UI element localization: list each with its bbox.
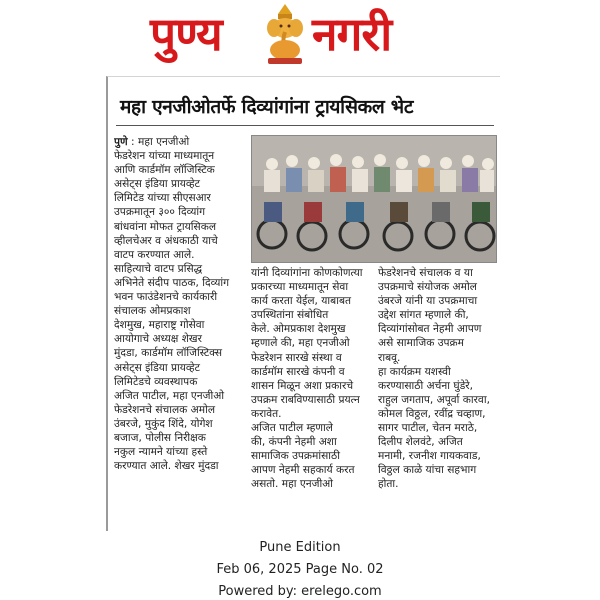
- masthead-title-left: पुण्य: [150, 7, 222, 61]
- article-column-2: यांनी दिव्यांगांना कोणकोणत्या प्रकारच्या माध्यमातून सेवा कार्य करता येईल, याबाबत उपस्थितांना संबोधित केले. ओमप्रकाश देशमुख म्हणाले की, महा एनजीओ फेडरेशन सारखे संस्था व कार्डमॉम सारखे कंपनी व शासन मिळून अशा प्रकारचे उपक्रम राबविण्यासाठी प्रयत्न करावेत. अजित पाटील म्हणाले की, कंपनी नेहमी अशा सामाजिक उपक्रमांसाठी आपण नेहमी सहकार्य करत असतो. महा एनजीओ: [251, 267, 363, 491]
- article-column-1: [114, 135, 242, 531]
- news-clipping: [106, 76, 500, 531]
- masthead-title-right: नगरी: [312, 7, 392, 61]
- article-headline: महा एनजीओतर्फे दिव्यांगांना ट्रायसिकल भेट: [120, 96, 414, 118]
- article-photo: [251, 135, 497, 263]
- masthead: [0, 0, 600, 72]
- footer-powered-by: Powered by: erelego.com: [218, 584, 382, 599]
- footer-edition: Pune Edition: [259, 540, 341, 555]
- event-photo-illustration: [252, 136, 496, 262]
- article-dateline: पुणे: [114, 136, 128, 148]
- ganesha-logo-icon: [262, 2, 308, 66]
- article-column-1-text: : महा एनजीओ फेडरेशन यांच्या माध्यमातून आणि कार्डमॉम लॉजिस्टिक असेट्स इंडिया प्रायव्हेट लिमिटेड यांच्या सीएसआर उपक्रमातून ३०० दिव्यांग बांधवांना मोफत ट्रायसिकल व्हीलचेअर व अंधकाठी याचे वाटप करण्यात आले. साहित्याचे वाटप प्रसिद्ध अभिनेते संदीप पाठक, दिव्यांग भवन फाउंडेशनचे कार्यकारी संचालक ओमप्रकाश देशमुख, महाराष्ट्र गोसेवा आयोगाचे अध्यक्ष शेखर मुंदडा, कार्डमॉम लॉजिस्टिक्स असेट्स इंडिया प्रायव्हेट लिमिटेडचे व्यवस्थापक अजित पाटील, महा एनजीओ फेडरेशनचे संचालक अमोल उंबरजे, मुकुंद शिंदे, योगेश बजाज, पोलीस निरीक्षक नकुल न्यामने यांच्या हस्ते करण्यात आले. शेखर मुंदडा: [114, 136, 230, 473]
- article-column-3: फेडरेशनचे संचालक व या उपक्रमाचे संयोजक अमोल उंबरजे यांनी या उपक्रमाचा उद्देश सांगत म्हणाले की, दिव्यांगांसोबत नेहमी आपण असे सामाजिक उपक्रम राबवू. हा कार्यक्रम यशस्वी करण्यासाठी अर्चना घुंडेरे, राहुल जगताप, अपूर्वा कारवा, कोमल विठ्ठल, रवींद्र चव्हाण, सागर पाटील, चेतन मराठे, दिलीप शेलवंटे, अजित मनामी, रजनीश गायकवाड, विठ्ठल काळे यांचा सहभाग होता.: [378, 267, 490, 491]
- headline-rule: [116, 125, 494, 126]
- footer-date-page: Feb 06, 2025 Page No. 02: [216, 562, 384, 577]
